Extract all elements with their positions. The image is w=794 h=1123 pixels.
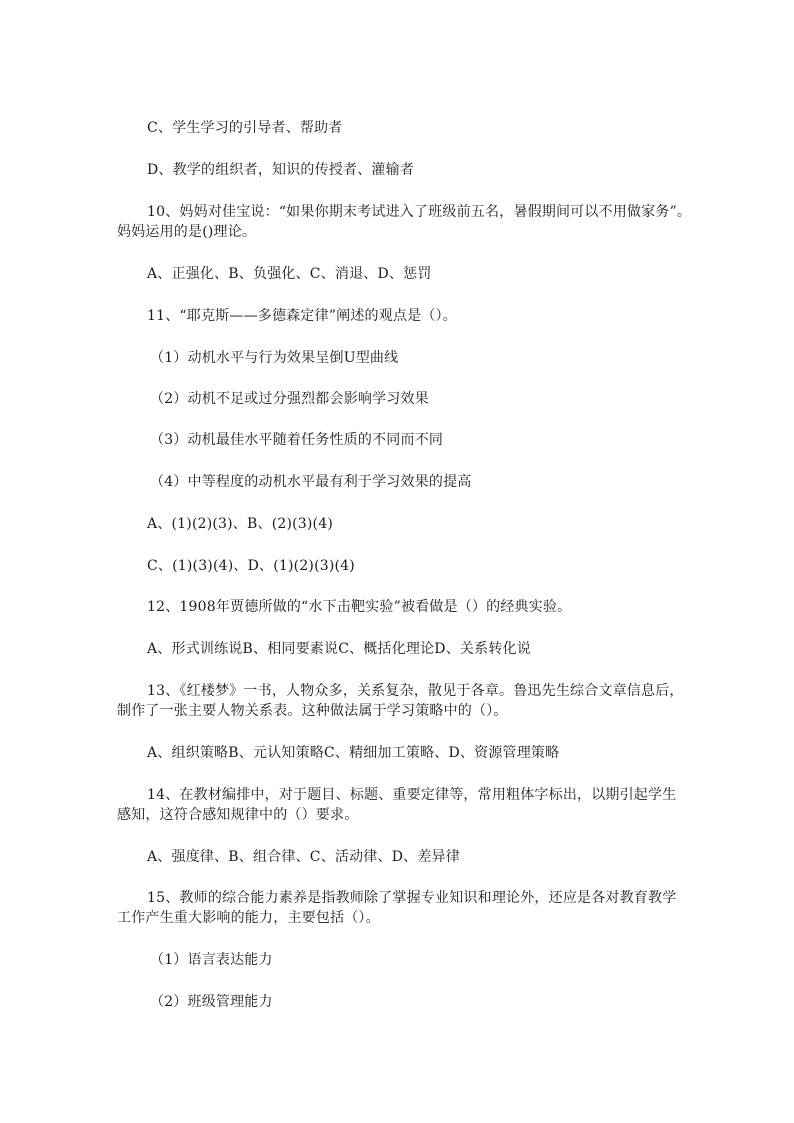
question-13-line-1: 13、《红楼梦》一书，人物众多，关系复杂，散见于各章。鲁迅先生综合文章信息后， bbox=[147, 683, 684, 699]
question-10-line-1: 10、妈妈对佳宝说：“如果你期末考试进入了班级前五名，暑假期间可以不用做家务”。 bbox=[147, 204, 692, 220]
question-11-item-2: （2）动机不足或过分强烈都会影响学习效果 bbox=[150, 391, 429, 407]
question-11-options-cd: C、(1)(3)(4)、D、(1)(2)(3)(4) bbox=[147, 558, 355, 574]
question-14-options: A、强度律、B、组合律、C、活动律、D、差异律 bbox=[147, 849, 460, 865]
question-11-item-4: （4）中等程度的动机水平最有利于学习效果的提高 bbox=[150, 474, 472, 490]
question-11-options-ab: A、(1)(2)(3)、B、(2)(3)(4) bbox=[147, 516, 333, 532]
question-14-line-2: 感知，这符合感知规律中的（）要求。 bbox=[117, 807, 359, 823]
question-15-item-1: （1）语言表达能力 bbox=[150, 952, 273, 968]
option-d-text: D、教学的组织者，知识的传授者、灌输者 bbox=[147, 162, 415, 178]
question-14-line-1: 14、在教材编排中，对于题目、标题、重要定律等，常用粗体字标出，以期引起学生 bbox=[147, 787, 677, 803]
question-15-item-2: （2）班级管理能力 bbox=[150, 994, 273, 1010]
question-11: 11、“耶克斯——多德森定律”阐述的观点是（）。 bbox=[147, 308, 457, 324]
question-10-line-2: 妈妈运用的是()理论。 bbox=[117, 224, 257, 240]
question-11-item-1: （1）动机水平与行为效果呈倒U型曲线 bbox=[150, 350, 399, 366]
question-12: 12、1908年贾德所做的“水下击靶实验”被看做是（）的经典实验。 bbox=[147, 599, 572, 615]
question-13-options: A、组织策略B、元认知策略C、精细加工策略、D、资源管理策略 bbox=[147, 745, 560, 761]
question-15-line-2: 工作产生重大影响的能力，主要包括（）。 bbox=[117, 910, 380, 926]
question-13-line-2: 制作了一张主要人物关系表。这种做法属于学习策略中的（）。 bbox=[117, 703, 508, 719]
option-c-text: C、学生学习的引导者、帮助者 bbox=[147, 120, 343, 136]
question-10-options: A、正强化、B、负强化、C、消退、D、惩罚 bbox=[147, 266, 432, 282]
question-12-options: A、形式训练说B、相同要素说C、概括化理论D、关系转化说 bbox=[147, 641, 531, 657]
question-15-line-1: 15、教师的综合能力素养是指教师除了掌握专业知识和理论外，还应是各对教育教学 bbox=[147, 890, 677, 906]
question-11-item-3: （3）动机最佳水平随着任务性质的不同而不同 bbox=[150, 432, 444, 448]
